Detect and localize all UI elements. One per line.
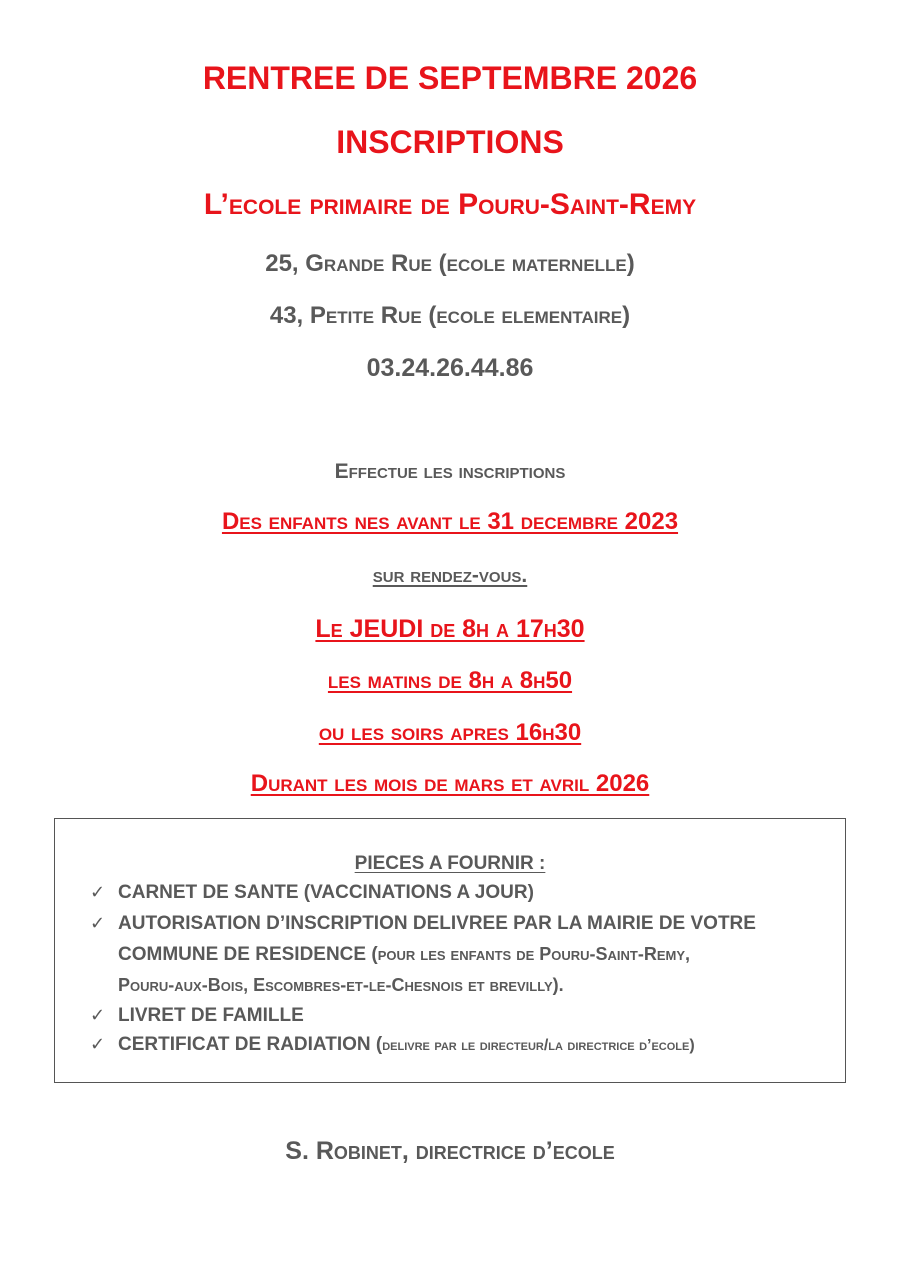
checkmark-icon: ✓ — [90, 1005, 106, 1025]
pieces-item-note: delivre par le directeur/la directrice d’ecole) — [382, 1037, 695, 1054]
schedule-evenings: ou les soirs apres 16h30 — [318, 719, 582, 746]
checkmark-icon: ✓ — [90, 913, 106, 933]
schedule-children: Des enfants nes avant le 31 decembre 2023 — [221, 508, 679, 535]
pieces-box — [54, 818, 846, 1083]
checkmark-icon: ✓ — [90, 882, 106, 902]
checkmark-icon: ✓ — [90, 1034, 106, 1054]
schedule-appointment: sur rendez-vous. — [372, 564, 528, 587]
pieces-item — [90, 908, 835, 1001]
address-maternelle: 25, Grande Rue (ecole maternelle) — [265, 250, 635, 277]
school-name: L’ecole primaire de Pouru-Saint-Remy — [203, 188, 697, 221]
title-rentree: RENTREE DE SEPTEMBRE 2026 — [202, 60, 698, 96]
pieces-title: PIECES A FOURNIR : — [354, 853, 546, 874]
pieces-item-text: CERTIFICAT DE RADIATION (delivre par le directeur/la directrice d’ecole) — [118, 1034, 695, 1055]
pieces-item — [90, 1029, 835, 1061]
schedule-thursday: Le JEUDI de 8h a 17h30 — [315, 615, 585, 643]
pieces-item-note-continued: Pouru-aux-Bois, Escombres-et-le-Chesnois et brevilly). — [118, 975, 564, 995]
pieces-item — [90, 1000, 835, 1031]
phone-number: 03.24.26.44.86 — [366, 354, 534, 382]
pieces-item-text-continued: COMMUNE DE RESIDENCE (pour les enfants de Pouru-Saint-Remy, — [118, 944, 691, 965]
schedule-months: Durant les mois de mars et avril 2026 — [250, 770, 650, 797]
pieces-item-note: pour les enfants de Pouru-Saint-Remy, — [377, 944, 691, 964]
pieces-item-text: AUTORISATION D’INSCRIPTION DELIVREE PAR LA MAIRIE DE VOTRE — [118, 913, 756, 934]
schedule-mornings: les matins de 8h a 8h50 — [327, 667, 573, 694]
schedule-intro: Effectue les inscriptions — [334, 460, 566, 483]
pieces-item-text: LIVRET DE FAMILLE — [118, 1005, 304, 1026]
pieces-item — [90, 877, 835, 908]
pieces-item-text: CARNET DE SANTE (VACCINATIONS A JOUR) — [118, 882, 534, 903]
address-elementaire: 43, Petite Rue (ecole elementaire) — [269, 302, 631, 329]
signature: S. Robinet, directrice d’ecole — [285, 1137, 615, 1165]
title-inscriptions: INSCRIPTIONS — [336, 124, 564, 160]
